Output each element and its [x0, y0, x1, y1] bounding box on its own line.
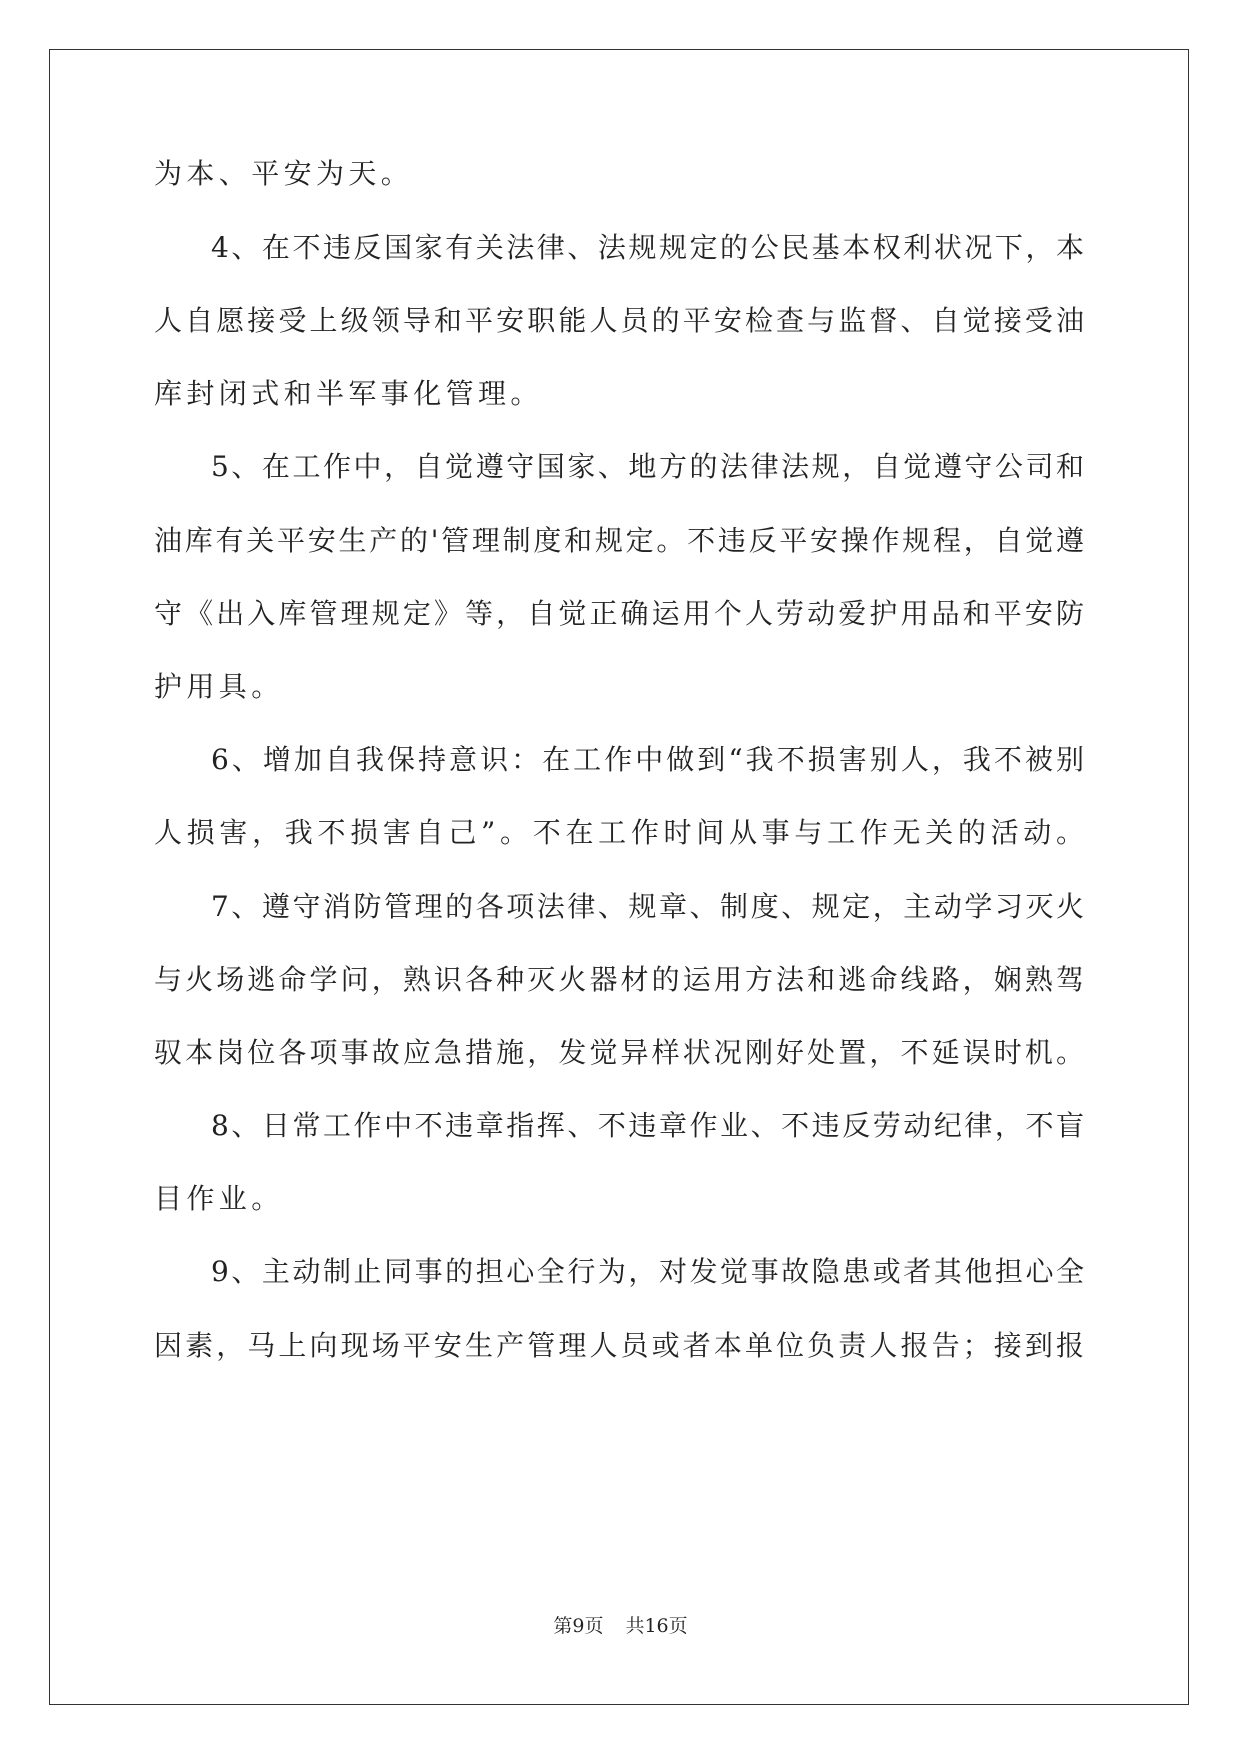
total-pages-label: 共16页 [625, 1615, 688, 1637]
text-line: 库封闭式和半军事化管理。 [154, 377, 543, 410]
page-footer [0, 1614, 1241, 1638]
text-line: 护用具。 [154, 670, 284, 703]
text-line: 人损害，我不损害自己”。不在工作时间从事与工作无关的活动。 [154, 816, 1084, 849]
text-line: 4、在不违反国家有关法律、法规规定的公民基本权利状况下，本 [211, 231, 1084, 264]
text-line: 驭本岗位各项事故应急措施，发觉异样状况刚好处置，不延误时机。 [154, 1036, 1084, 1069]
text-line: 7、遵守消防管理的各项法律、规章、制度、规定，主动学习灭火 [211, 890, 1084, 923]
text-line: 因素，马上向现场平安生产管理人员或者本单位负责人报告；接到报 [154, 1329, 1084, 1362]
text-line: 8、日常工作中不违章指挥、不违章作业、不违反劳动纪律，不盲 [211, 1109, 1084, 1142]
text-line: 与火场逃命学问，熟识各种灭火器材的运用方法和逃命线路，娴熟驾 [154, 963, 1084, 996]
text-line: 9、主动制止同事的担心全行为，对发觉事故隐患或者其他担心全 [211, 1255, 1084, 1288]
current-page-label: 第9页 [553, 1615, 604, 1637]
text-line: 为本、平安为天。 [154, 157, 414, 190]
text-line: 人自愿接受上级领导和平安职能人员的平安检查与监督、自觉接受油 [154, 304, 1084, 337]
text-line: 守《出入库管理规定》等，自觉正确运用个人劳动爱护用品和平安防 [154, 597, 1084, 630]
page-border [49, 49, 1189, 1705]
text-line: 5、在工作中，自觉遵守国家、地方的法律法规，自觉遵守公司和 [211, 450, 1084, 483]
text-line: 目作业。 [154, 1182, 284, 1215]
text-line: 油库有关平安生产的'管理制度和规定。不违反平安操作规程，自觉遵 [154, 524, 1084, 557]
text-line: 6、增加自我保持意识：在工作中做到“我不损害别人，我不被别 [211, 743, 1084, 776]
